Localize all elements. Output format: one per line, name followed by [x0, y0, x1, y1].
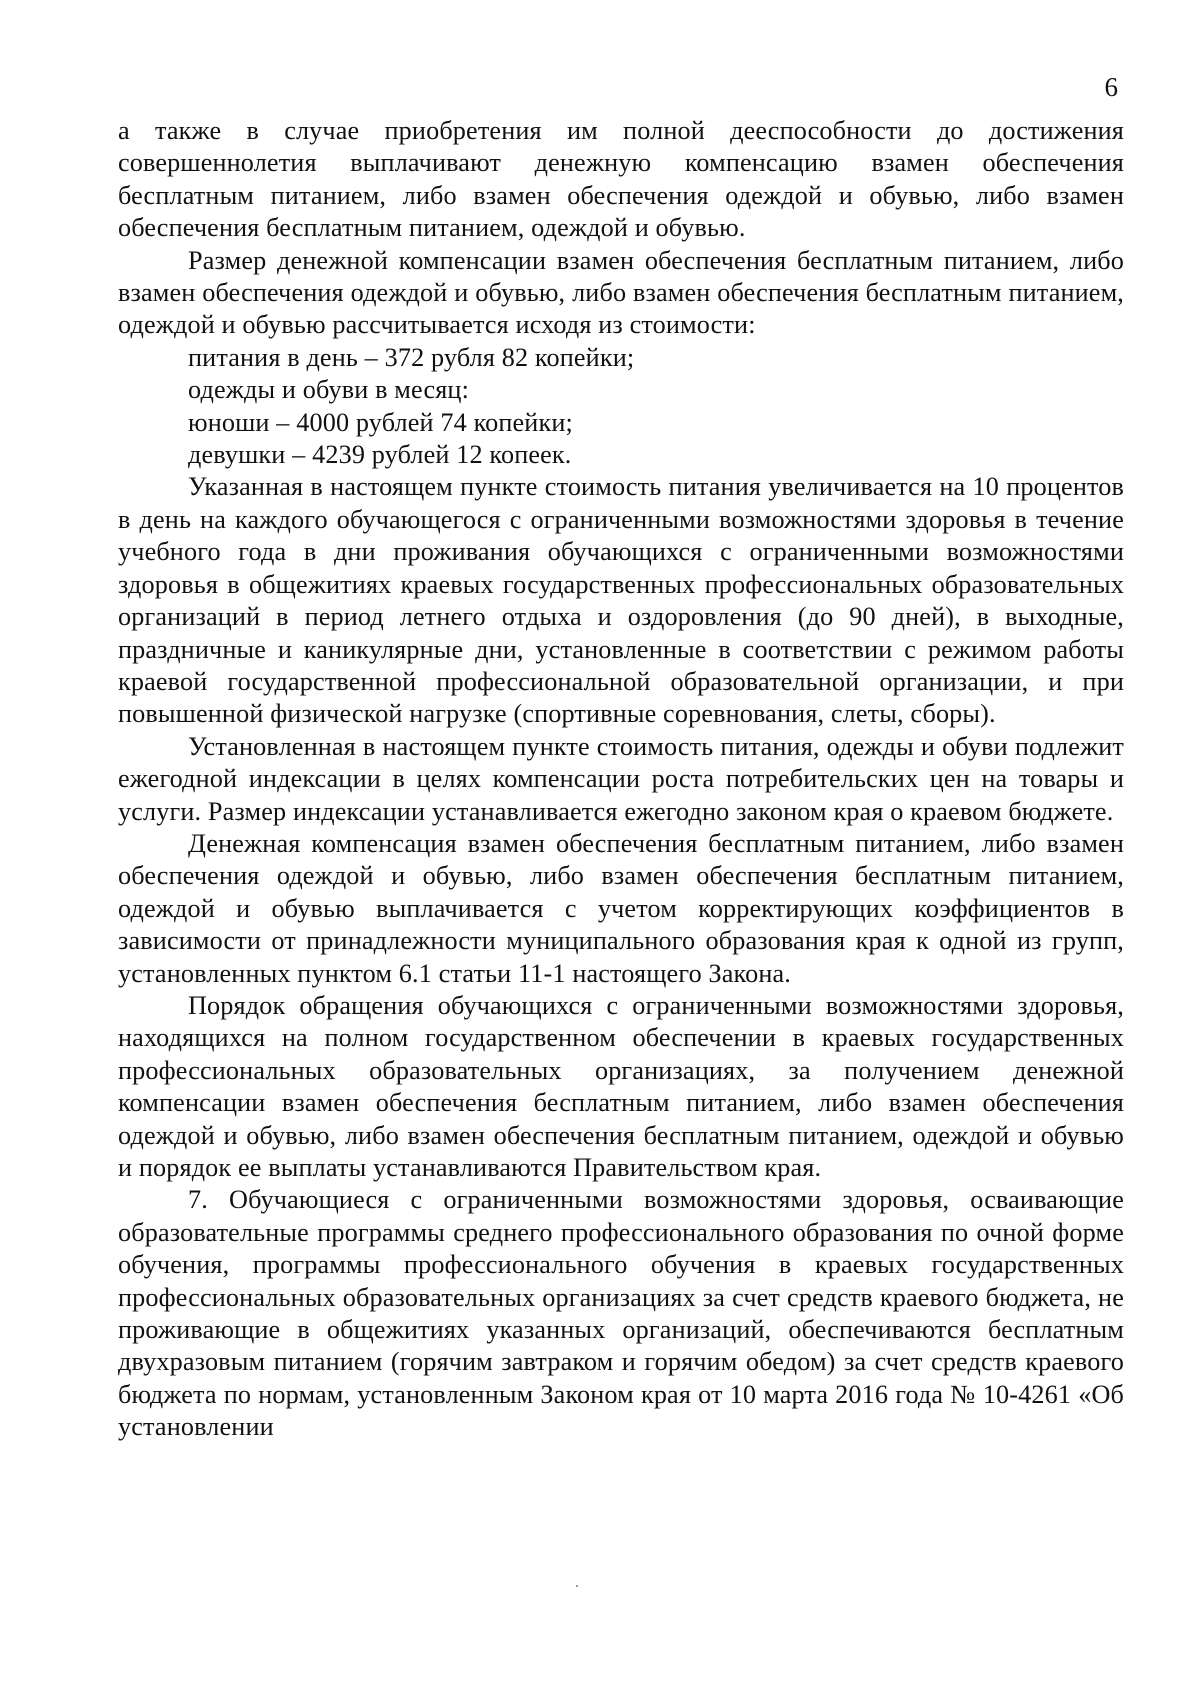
page-number: 6 — [1104, 72, 1118, 102]
paragraph-procedure: Порядок обращения обучающихся с ограниченными возможностями здоровья, находящихся на полном государственном обеспечении в краевых государственных профессиональных образовательных организациях, за получением денежной компенсации взамен обеспечения бесплатным питанием, либо взамен обеспечения одеждой и обувью, либо взамен обеспечения бесплатным питанием, одеждой и обувью и порядок ее выплаты устанавливаются Правительством края. — [118, 990, 1124, 1182]
paragraph-indexation: Установленная в настоящем пункте стоимость питания, одежды и обуви подлежит ежегодной индексации в целях компенсации роста потребительских цен на товары и услуги. Размер индексации устанавливается ежегодно законом края о краевом бюджете. — [118, 731, 1124, 826]
paragraph-continuation: а также в случае приобретения им полной дееспособности до достижения совершеннолетия выплачивают денежную компенсацию взамен обеспечения бесплатным питанием, либо взамен обеспечения одеждой и обувью, либо взамен обеспечения бесплатным питанием, одеждой и обувью. — [118, 116, 1124, 243]
cost-item-food: питания в день – 372 рубля 82 копейки; — [188, 342, 635, 372]
scan-speck — [576, 1585, 578, 1587]
paragraph-coefficients: Денежная компенсация взамен обеспечения бесплатным питанием, либо взамен обеспечения одеждой и обувью, либо взамен обеспечения бесплатным питанием, одеждой и обувью выплачивается с учетом корректирующих коэффициентов в зависимости от принадлежности муниципального образования края к одной из групп, установленных пунктом 6.1 статьи 11-1 настоящего Закона. — [118, 828, 1124, 988]
cost-item-boys: юноши – 4000 рублей 74 копейки; — [188, 407, 573, 437]
paragraph-food-increase: Указанная в настоящем пункте стоимость питания увеличивается на 10 процентов в день на каждого обучающегося с ограниченными возможностями здоровья в течение учебного года в дни проживания обучающихся с ограниченными возможностями здоровья в общежитиях краевых государственных профессиональных образовательных организаций в период летнего отдыха и оздоровления (до 90 дней), в выходные, праздничные и каникулярные дни, установленные в соответствии с режимом работы краевой государственной профессиональной образовательной организации, и при повышенной физической нагрузке (спортивные соревнования, слеты, сборы). — [118, 472, 1124, 729]
cost-item-girls: девушки – 4239 рублей 12 копеек. — [188, 440, 572, 470]
document-body — [118, 115, 1124, 1444]
cost-list — [118, 342, 1124, 472]
paragraph-item-7: 7. Обучающиеся с ограниченными возможностями здоровья, осваивающие образовательные программы среднего профессионального образования по очной форме обучения, программы профессионального обучения в краевых государственных профессиональных образовательных организациях за счет средств краевого бюджета, не проживающие в общежитиях указанных организаций, обеспечиваются бесплатным двухразовым питанием (горячим завтраком и горячим обедом) за счет средств краевого бюджета по нормам, установленным Законом края от 10 марта 2016 года № 10-4261 «Об установлении — [118, 1185, 1124, 1442]
paragraph-compensation-size: Размер денежной компенсации взамен обеспечения бесплатным питанием, либо взамен обеспечения одеждой и обувью, либо взамен обеспечения бесплатным питанием, одеждой и обувью рассчитывается исходя из стоимости: — [118, 245, 1124, 340]
cost-item-clothing-header: одежды и обуви в месяц: — [188, 375, 470, 405]
